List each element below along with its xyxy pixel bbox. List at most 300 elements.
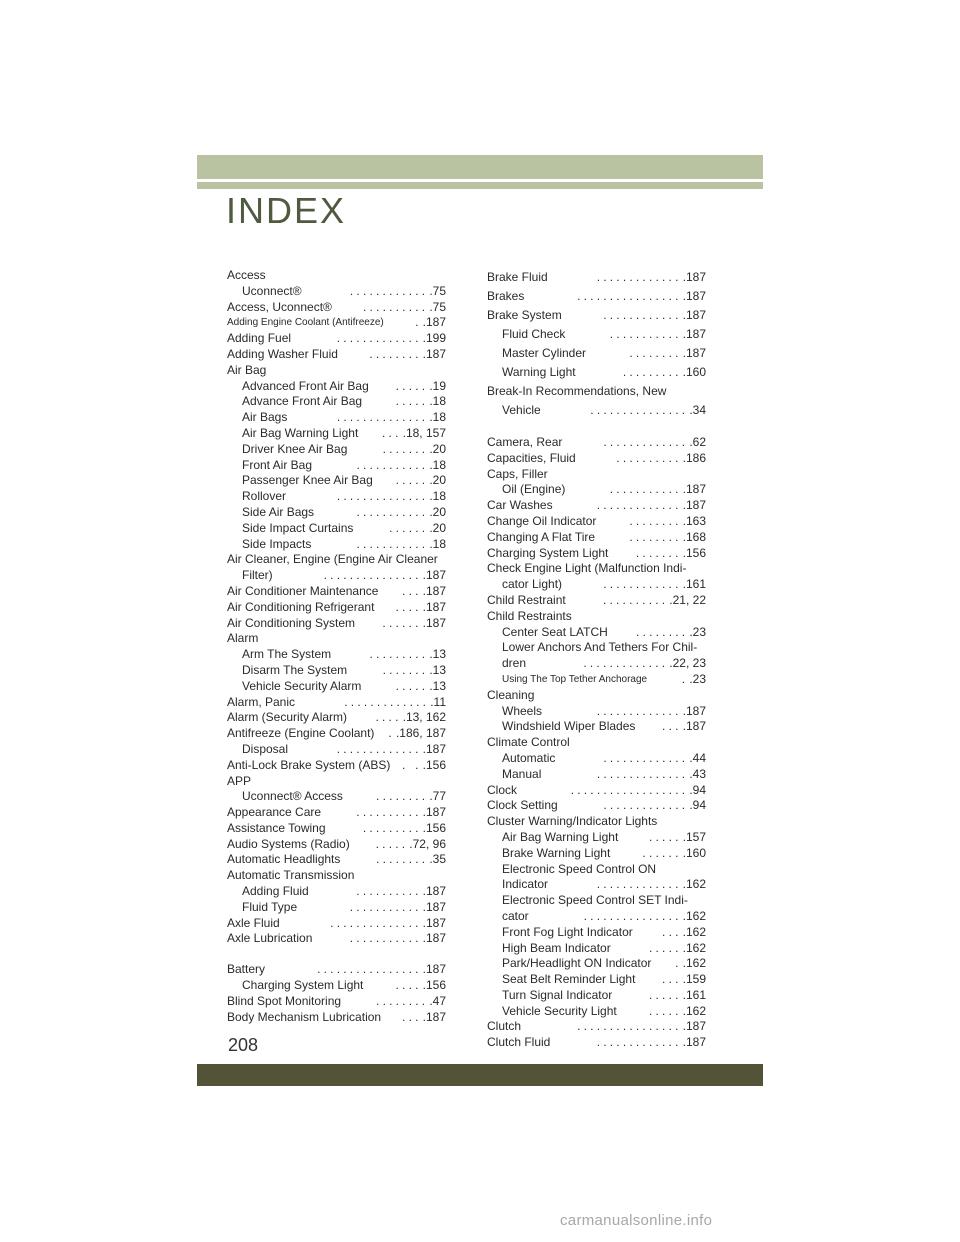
entry-page-ref: .187 bbox=[422, 599, 446, 614]
index-entry bbox=[227, 552, 446, 568]
entry-leader-dots: ........... bbox=[609, 482, 682, 497]
entry-label: Camera, Rear bbox=[487, 435, 563, 449]
entry-leader-dots: ............... bbox=[583, 908, 682, 923]
index-entry bbox=[487, 498, 706, 514]
entry-page-ref: .187 bbox=[422, 931, 446, 946]
entry-leader-dots: ............. bbox=[596, 703, 682, 718]
entry-leader-dots: ............. bbox=[603, 435, 689, 449]
index-entry bbox=[487, 625, 706, 641]
entry-leader-dots: ............. bbox=[336, 331, 422, 346]
entry-leader-dots: . bbox=[675, 956, 682, 971]
entry-leader-dots: ... bbox=[662, 924, 682, 939]
index-entry bbox=[487, 893, 706, 909]
index-entry bbox=[487, 344, 706, 363]
entry-label: Master Cylinder bbox=[502, 346, 587, 360]
entry-leader-dots: ...... bbox=[382, 615, 422, 630]
entry-page-ref: .187 bbox=[682, 289, 706, 303]
entry-page-ref: .94 bbox=[689, 782, 706, 797]
entry-label: Wheels bbox=[502, 703, 543, 718]
index-entry bbox=[487, 640, 706, 656]
entry-label: Electronic Speed Control ON bbox=[502, 861, 657, 876]
entry-label: Alarm bbox=[227, 631, 259, 646]
index-entry bbox=[487, 925, 706, 941]
entry-leader-dots: ........... bbox=[609, 327, 682, 341]
entry-label: Clock bbox=[487, 782, 518, 797]
entry-leader-dots: ....... bbox=[382, 441, 429, 456]
entry-page-ref: .162 bbox=[682, 924, 706, 939]
entry-label: Adding Washer Fluid bbox=[227, 346, 338, 361]
entry-label: Rollover bbox=[242, 489, 287, 504]
entry-leader-dots: .............. bbox=[336, 410, 429, 425]
entry-label: Changing A Flat Tire bbox=[487, 529, 596, 544]
index-entry bbox=[227, 505, 446, 521]
entry-page-ref: .187 bbox=[682, 346, 706, 360]
index-entry bbox=[227, 679, 446, 695]
entry-leader-dots: .......... bbox=[356, 805, 422, 820]
entry-label: Park/Headlight ON Indicator bbox=[502, 956, 652, 971]
entry-page-ref: .20 bbox=[429, 473, 446, 488]
entry-page-ref: .160 bbox=[682, 365, 706, 379]
entry-leader-dots: ............. bbox=[344, 694, 430, 709]
entry-label: Blind Spot Monitoring bbox=[227, 993, 342, 1008]
index-entry bbox=[487, 382, 706, 401]
entry-label: Cluster Warning/Indicator Lights bbox=[487, 814, 658, 829]
index-entry bbox=[227, 994, 446, 1010]
entry-label: Automatic bbox=[502, 750, 556, 765]
entry-leader-dots: ............. bbox=[583, 656, 669, 671]
entry-label: Center Seat LATCH bbox=[502, 624, 608, 639]
entry-page-ref: .75 bbox=[429, 283, 446, 298]
entry-label: Access, Uconnect® bbox=[227, 299, 332, 314]
entry-label: Air Conditioner Maintenance bbox=[227, 583, 379, 598]
entry-page-ref: .44 bbox=[689, 750, 706, 765]
entry-label: Antifreeze (Engine Coolant) bbox=[227, 726, 375, 741]
entry-label: Warning Light bbox=[502, 365, 576, 379]
entry-leader-dots: ..... bbox=[395, 394, 429, 409]
entry-label: Charging System Light bbox=[487, 545, 609, 560]
entry-page-ref: .187 bbox=[682, 703, 706, 718]
index-entry bbox=[487, 972, 706, 988]
index-entry bbox=[227, 916, 446, 932]
index-entry bbox=[227, 347, 446, 363]
entry-label: Disposal bbox=[242, 741, 289, 756]
entry-label: Vehicle Security Light bbox=[502, 1003, 617, 1018]
index-entry bbox=[487, 719, 706, 735]
footer-band bbox=[197, 1064, 763, 1086]
entry-leader-dots: ................ bbox=[577, 1019, 682, 1034]
index-entry bbox=[227, 900, 446, 916]
entry-page-ref: .168 bbox=[682, 529, 706, 544]
entry-page-ref: .163 bbox=[682, 513, 706, 528]
entry-page-ref: .187 bbox=[682, 308, 706, 322]
header-band bbox=[197, 155, 763, 179]
entry-leader-dots: . . bbox=[402, 757, 422, 772]
index-entry bbox=[487, 530, 706, 546]
entry-label: Passenger Knee Air Bag bbox=[242, 473, 373, 488]
entry-page-ref: .35 bbox=[429, 852, 446, 867]
entry-label: Axle Lubrication bbox=[227, 931, 313, 946]
entry-label: cator Light) bbox=[502, 577, 563, 592]
entry-page-ref: .47 bbox=[429, 993, 446, 1008]
entry-page-ref: .21, 22 bbox=[669, 592, 706, 607]
entry-page-ref: .199 bbox=[422, 331, 446, 346]
entry-leader-dots: ............. bbox=[603, 750, 689, 765]
entry-label: Advance Front Air Bag bbox=[242, 394, 363, 409]
entry-label: High Beam Indicator bbox=[502, 940, 611, 955]
entry-label: Audio Systems (Radio) bbox=[227, 836, 350, 851]
entry-page-ref: .77 bbox=[429, 789, 446, 804]
entry-leader-dots: ..... bbox=[395, 473, 429, 488]
entry-leader-dots: ...... bbox=[642, 845, 682, 860]
entry-leader-dots: .......... bbox=[602, 592, 669, 607]
entry-leader-dots: ............... bbox=[323, 568, 422, 583]
index-entry bbox=[487, 1019, 706, 1035]
index-entry bbox=[487, 688, 706, 704]
entry-page-ref: .161 bbox=[682, 577, 706, 592]
entry-page-ref: .187 bbox=[422, 346, 446, 361]
index-entry bbox=[487, 956, 706, 972]
index-entry bbox=[487, 751, 706, 767]
entry-page-ref: .187 bbox=[422, 884, 446, 899]
entry-leader-dots: ......... bbox=[369, 647, 429, 662]
entry-page-ref: .160 bbox=[682, 845, 706, 860]
entry-leader-dots: ... bbox=[662, 719, 682, 734]
index-entry bbox=[227, 600, 446, 616]
entry-label: Clutch bbox=[487, 1019, 522, 1034]
entry-page-ref: .75 bbox=[429, 299, 446, 314]
entry-leader-dots: ......... bbox=[362, 820, 422, 835]
index-entry bbox=[487, 704, 706, 720]
entry-label: Access bbox=[227, 268, 266, 282]
entry-page-ref: .186 bbox=[682, 450, 706, 465]
index-entry bbox=[227, 584, 446, 600]
index-column-left bbox=[227, 268, 446, 1025]
entry-leader-dots: ..... bbox=[648, 987, 682, 1002]
entry-page-ref: .187 bbox=[682, 719, 706, 734]
entry-page-ref: .18 bbox=[429, 489, 446, 504]
entry-leader-dots: .................. bbox=[570, 782, 689, 797]
entry-label: Battery bbox=[227, 962, 266, 977]
entry-label: dren bbox=[502, 656, 527, 671]
entry-leader-dots: ... bbox=[402, 583, 422, 598]
index-entry bbox=[487, 467, 706, 483]
index-entry bbox=[487, 941, 706, 957]
entry-label: cator bbox=[502, 908, 529, 923]
index-entry bbox=[487, 988, 706, 1004]
index-entry bbox=[227, 758, 446, 774]
entry-leader-dots: ..... bbox=[648, 829, 682, 844]
entry-page-ref: .187 bbox=[422, 568, 446, 583]
entry-leader-dots: ........ bbox=[629, 529, 682, 544]
entry-label: Clock Setting bbox=[487, 798, 558, 813]
entry-label: Air Bag Warning Light bbox=[242, 425, 359, 440]
index-entry bbox=[487, 656, 706, 672]
entry-page-ref: .162 bbox=[682, 956, 706, 971]
index-entry bbox=[227, 315, 446, 331]
index-entry bbox=[227, 458, 446, 474]
entry-label: Windshield Wiper Blades bbox=[502, 719, 636, 734]
entry-page-ref: .19 bbox=[429, 378, 446, 393]
index-entry bbox=[487, 577, 706, 593]
entry-leader-dots: ....... bbox=[635, 545, 682, 560]
entry-page-ref: .156 bbox=[422, 757, 446, 772]
entry-leader-dots: ........ bbox=[376, 993, 429, 1008]
index-column-right bbox=[487, 268, 706, 1051]
entry-page-ref: .161 bbox=[682, 987, 706, 1002]
index-entry bbox=[227, 521, 446, 537]
index-entry bbox=[487, 783, 706, 799]
entry-label: Climate Control bbox=[487, 735, 570, 750]
entry-page-ref: .187 bbox=[682, 1035, 706, 1050]
index-entry bbox=[227, 821, 446, 837]
entry-page-ref: .162 bbox=[682, 877, 706, 892]
index-entry bbox=[227, 537, 446, 553]
entry-leader-dots: ......... bbox=[622, 365, 682, 379]
entry-leader-dots: ........ bbox=[376, 789, 429, 804]
index-entry bbox=[227, 268, 446, 284]
entry-leader-dots: ... bbox=[662, 972, 682, 987]
entry-label: Driver Knee Air Bag bbox=[242, 441, 348, 456]
entry-leader-dots: ..... bbox=[395, 378, 429, 393]
index-entry bbox=[487, 1004, 706, 1020]
entry-page-ref: .20 bbox=[429, 520, 446, 535]
entry-leader-dots: ............ bbox=[603, 577, 682, 592]
entry-label: Adding Engine Coolant (Antifreeze) bbox=[227, 317, 384, 329]
entry-leader-dots: ............. bbox=[603, 798, 689, 813]
entry-leader-dots: ........ bbox=[629, 346, 682, 360]
entry-leader-dots: .... bbox=[395, 599, 422, 614]
entry-label: Brakes bbox=[487, 289, 525, 303]
entry-label: Using The Top Tether Anchorage bbox=[502, 673, 648, 685]
entry-leader-dots: ..... bbox=[648, 1003, 682, 1018]
index-entry bbox=[227, 789, 446, 805]
entry-leader-dots: ............ bbox=[349, 283, 429, 298]
index-entry bbox=[227, 805, 446, 821]
entry-leader-dots: ...... bbox=[389, 520, 429, 535]
index-entry bbox=[227, 742, 446, 758]
entry-label: Charging System Light bbox=[242, 978, 364, 993]
index-entry bbox=[487, 546, 706, 562]
index-entry bbox=[227, 410, 446, 426]
entry-label: Electronic Speed Control SET Indi- bbox=[502, 893, 688, 908]
entry-page-ref: .94 bbox=[689, 798, 706, 813]
index-entry bbox=[227, 852, 446, 868]
entry-label: Anti-Lock Brake System (ABS) bbox=[227, 757, 391, 772]
entry-label: Alarm (Security Alarm) bbox=[227, 710, 348, 725]
entry-page-ref: .187 bbox=[682, 482, 706, 497]
entry-page-ref: .187 bbox=[422, 899, 446, 914]
entry-label: Axle Fluid bbox=[227, 915, 280, 930]
entry-page-ref: .187 bbox=[422, 805, 446, 820]
entry-label: Filter) bbox=[242, 568, 273, 583]
entry-label: Front Air Bag bbox=[242, 457, 313, 472]
entry-label: Oil (Engine) bbox=[502, 482, 566, 497]
index-entry bbox=[487, 798, 706, 814]
entry-leader-dots: ........ bbox=[629, 513, 682, 528]
index-entry bbox=[227, 442, 446, 458]
entry-leader-dots: . bbox=[415, 315, 422, 330]
entry-leader-dots: ........... bbox=[349, 899, 422, 914]
entry-leader-dots: ... bbox=[402, 1009, 422, 1024]
entry-leader-dots: .......... bbox=[616, 450, 682, 465]
index-entry bbox=[227, 489, 446, 505]
entry-leader-dots: ..... bbox=[375, 836, 409, 851]
entry-label: Vehicle Security Alarm bbox=[242, 678, 362, 693]
entry-page-ref: .34 bbox=[689, 403, 706, 417]
entry-page-ref: .157 bbox=[682, 829, 706, 844]
entry-label: Air Bag Warning Light bbox=[502, 829, 619, 844]
page-number: 208 bbox=[228, 1035, 259, 1055]
entry-label: Front Fog Light Indicator bbox=[502, 924, 633, 939]
entry-page-ref: .162 bbox=[682, 908, 706, 923]
index-entry bbox=[227, 568, 446, 584]
entry-label: Adding Fluid bbox=[242, 884, 309, 899]
entry-leader-dots: . bbox=[388, 726, 395, 741]
entry-label: Change Oil Indicator bbox=[487, 513, 597, 528]
entry-page-ref: .43 bbox=[689, 766, 706, 781]
entry-leader-dots: ............ bbox=[603, 308, 682, 322]
entry-label: Clutch Fluid bbox=[487, 1035, 551, 1050]
entry-leader-dots: ............. bbox=[596, 498, 682, 513]
entry-page-ref: .156 bbox=[422, 820, 446, 835]
entry-page-ref: .162 bbox=[682, 940, 706, 955]
entry-leader-dots: .... bbox=[375, 710, 402, 725]
entry-page-ref: .187 bbox=[422, 915, 446, 930]
entry-leader-dots: . bbox=[681, 671, 689, 686]
index-entry bbox=[487, 325, 706, 344]
index-entry bbox=[227, 394, 446, 410]
index-entry bbox=[227, 631, 446, 647]
index-entry bbox=[227, 616, 446, 632]
index-entry bbox=[227, 726, 446, 742]
header-stripe bbox=[197, 182, 763, 189]
index-entry bbox=[487, 268, 706, 287]
entry-page-ref: .72, 96 bbox=[409, 836, 446, 851]
index-entry bbox=[227, 379, 446, 395]
index-entry bbox=[487, 609, 706, 625]
entry-page-ref: .187 bbox=[422, 615, 446, 630]
index-entry bbox=[487, 561, 706, 577]
index-entry bbox=[227, 426, 446, 442]
entry-label: Caps, Filler bbox=[487, 466, 548, 481]
entry-label: Appearance Care bbox=[227, 805, 322, 820]
entry-leader-dots: ........ bbox=[376, 852, 429, 867]
index-entry bbox=[487, 877, 706, 893]
entry-label: Capacities, Fluid bbox=[487, 450, 576, 465]
entry-label: Turn Signal Indicator bbox=[502, 987, 613, 1002]
entry-label: Brake Fluid bbox=[487, 270, 548, 284]
entry-page-ref: .23 bbox=[689, 624, 706, 639]
entry-label: Advanced Front Air Bag bbox=[242, 378, 369, 393]
index-entry bbox=[487, 514, 706, 530]
entry-page-ref: .13 bbox=[429, 647, 446, 662]
entry-leader-dots: ........ bbox=[636, 624, 689, 639]
entry-page-ref: .187 bbox=[422, 741, 446, 756]
index-entry bbox=[487, 672, 706, 688]
index-entry bbox=[487, 482, 706, 498]
entry-label: Air Bags bbox=[242, 410, 288, 425]
entry-label: Alarm, Panic bbox=[227, 694, 296, 709]
entry-page-ref: .18 bbox=[429, 394, 446, 409]
entry-leader-dots: ............. bbox=[336, 741, 422, 756]
entry-page-ref: .22, 23 bbox=[669, 656, 706, 671]
index-entry bbox=[227, 363, 446, 379]
index-entry bbox=[227, 978, 446, 994]
entry-page-ref: .187 bbox=[422, 1009, 446, 1024]
entry-leader-dots: ........... bbox=[349, 931, 422, 946]
entry-leader-dots: .............. bbox=[336, 489, 429, 504]
entry-leader-dots: ........... bbox=[356, 536, 429, 551]
index-entry bbox=[487, 909, 706, 925]
entry-label: Brake Warning Light bbox=[502, 845, 611, 860]
entry-label: Arm The System bbox=[242, 647, 332, 662]
entry-page-ref: .159 bbox=[682, 972, 706, 987]
entry-page-ref: .18, 157 bbox=[402, 425, 446, 440]
entry-page-ref: .62 bbox=[689, 435, 706, 449]
entry-label: Child Restraint bbox=[487, 592, 566, 607]
entry-page-ref: .18 bbox=[429, 457, 446, 472]
entry-label: Body Mechanism Lubrication bbox=[227, 1009, 382, 1024]
index-entry bbox=[227, 647, 446, 663]
entry-label: Break-In Recommendations, New bbox=[487, 384, 667, 398]
entry-label: Check Engine Light (Malfunction Indi- bbox=[487, 561, 687, 576]
entry-leader-dots: ........... bbox=[356, 504, 429, 519]
entry-label: Side Air Bags bbox=[242, 504, 315, 519]
entry-label: Fluid Check bbox=[502, 327, 566, 341]
index-entry bbox=[227, 931, 446, 947]
entry-leader-dots: ....... bbox=[382, 662, 429, 677]
entry-label: Fluid Type bbox=[242, 899, 298, 914]
index-entry bbox=[227, 473, 446, 489]
entry-label: Automatic Transmission bbox=[227, 868, 355, 883]
entry-label: Lower Anchors And Tethers For Chil- bbox=[502, 640, 698, 655]
entry-label: Child Restraints bbox=[487, 608, 572, 623]
entry-page-ref: .11 bbox=[430, 694, 446, 709]
entry-label: Side Impact Curtains bbox=[242, 520, 354, 535]
entry-page-ref: .156 bbox=[682, 545, 706, 560]
entry-label: Side Impacts bbox=[242, 536, 312, 551]
entry-page-ref: .162 bbox=[682, 1003, 706, 1018]
index-entry bbox=[487, 830, 706, 846]
entry-page-ref: .18 bbox=[429, 410, 446, 425]
entry-page-ref: .187 bbox=[682, 327, 706, 341]
entry-leader-dots: .............. bbox=[330, 915, 422, 930]
index-entry bbox=[487, 767, 706, 783]
entry-leader-dots: ........... bbox=[356, 457, 429, 472]
entry-label: Manual bbox=[502, 766, 542, 781]
index-entry bbox=[227, 884, 446, 900]
entry-leader-dots: ................ bbox=[317, 962, 422, 977]
entry-label: Vehicle bbox=[502, 403, 541, 417]
entry-leader-dots: ..... bbox=[648, 940, 682, 955]
index-entry bbox=[487, 593, 706, 609]
entry-leader-dots: .... bbox=[395, 978, 422, 993]
index-entry bbox=[227, 695, 446, 711]
index-entry bbox=[227, 837, 446, 853]
index-entry bbox=[227, 663, 446, 679]
entry-leader-dots: ............. bbox=[596, 270, 682, 284]
entry-page-ref: .187 bbox=[422, 315, 446, 330]
entry-leader-dots: ............... bbox=[590, 403, 689, 417]
index-entry bbox=[487, 451, 706, 467]
entry-label: Air Bag bbox=[227, 362, 267, 377]
entry-page-ref: .13 bbox=[429, 662, 446, 677]
entry-label: Disarm The System bbox=[242, 662, 348, 677]
entry-label: Seat Belt Reminder Light bbox=[502, 972, 636, 987]
entry-page-ref: .13 bbox=[429, 678, 446, 693]
entry-leader-dots: ................ bbox=[577, 289, 682, 303]
index-entry bbox=[227, 331, 446, 347]
